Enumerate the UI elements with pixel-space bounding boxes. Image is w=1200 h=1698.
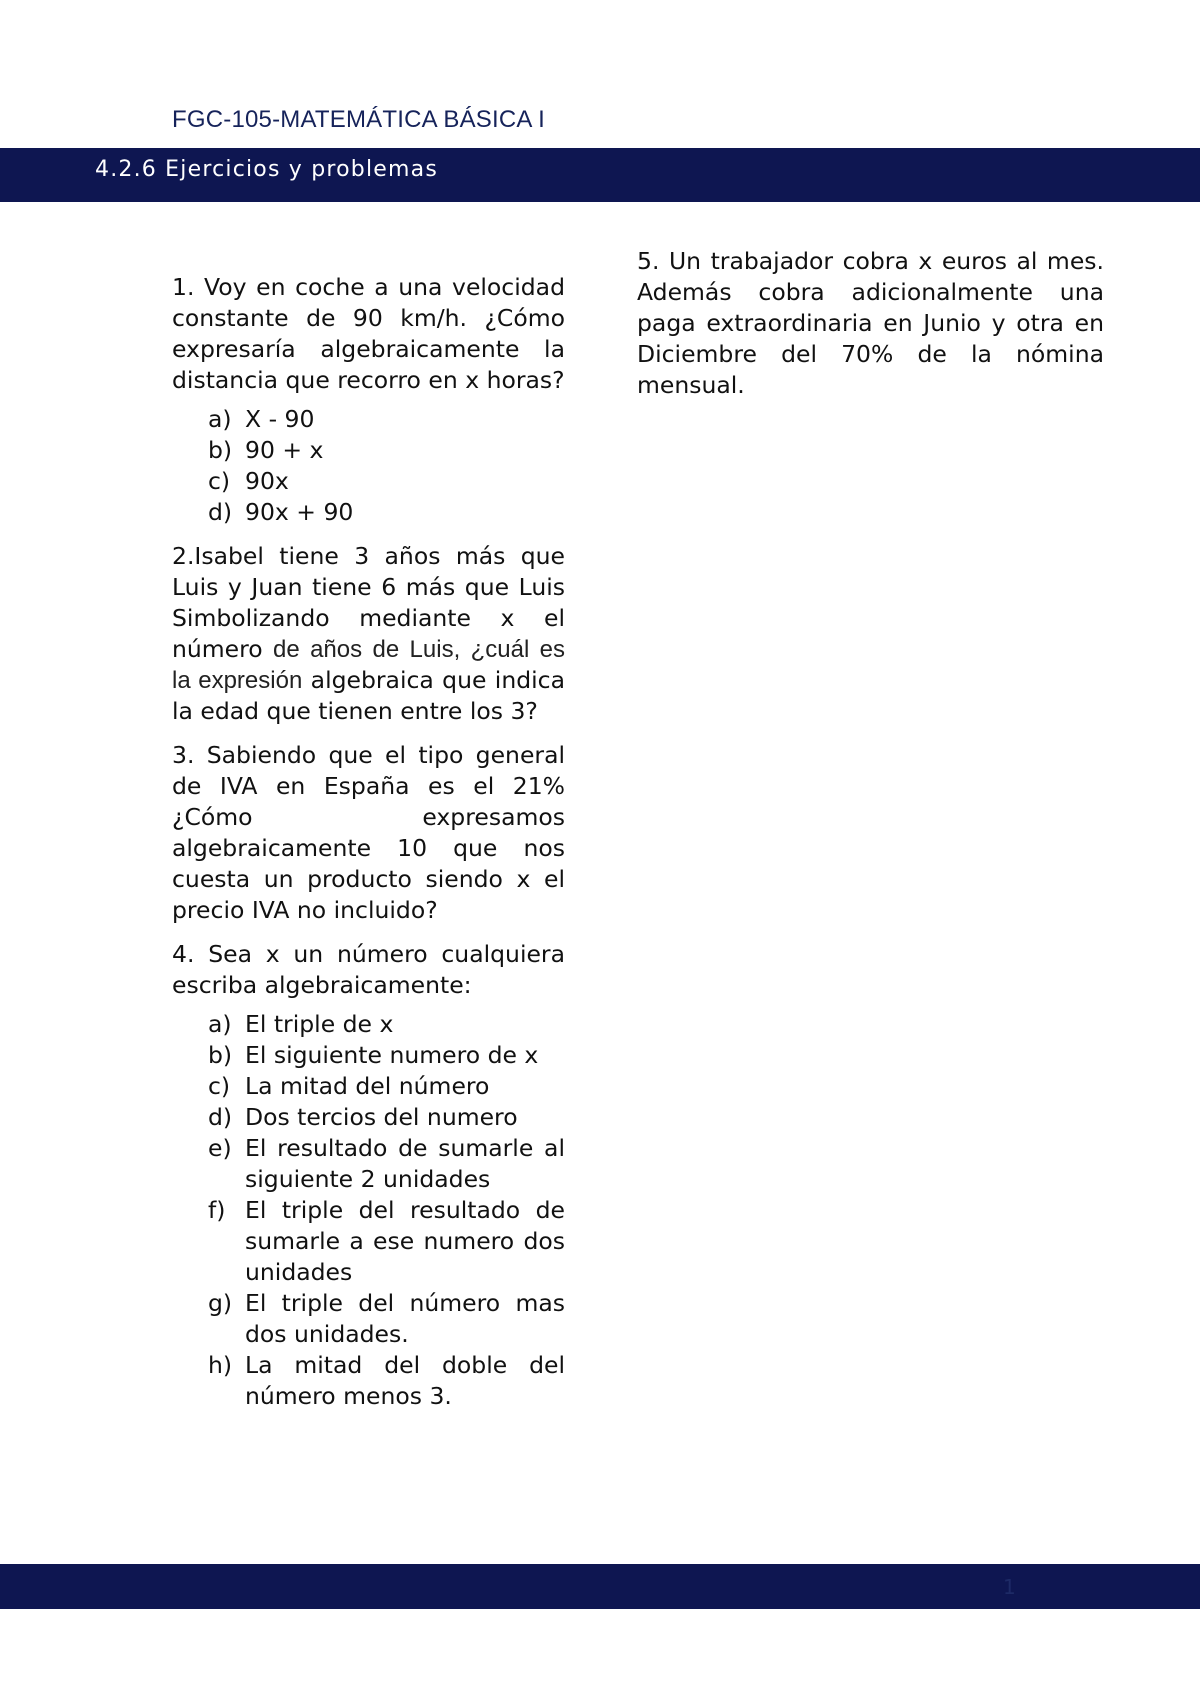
- option-item: d) Dos tercios del numero: [208, 1103, 518, 1131]
- question-4-text: 4. Sea x un número cualquiera escriba algebraicamente:: [172, 940, 565, 999]
- question-1: [172, 272, 565, 528]
- question-1-options: [172, 404, 565, 528]
- option-item: a) El triple de x: [208, 1010, 394, 1038]
- option-item: f) El triple del resultado de sumarle a ese numero dos unidades: [208, 1196, 565, 1286]
- question-5: [637, 246, 1104, 401]
- question-4: [172, 939, 565, 1412]
- question-2: [172, 541, 565, 727]
- question-4-options: [172, 1009, 565, 1412]
- right-column: [637, 246, 1104, 414]
- option-item: b) El siguiente numero de x: [208, 1041, 539, 1069]
- question-3: [172, 740, 565, 926]
- option-item: h) La mitad del doble del número menos 3.: [208, 1351, 565, 1410]
- footer-bar: [0, 1564, 1200, 1609]
- option-item: c) 90x: [208, 467, 289, 495]
- question-5-text: 5. Un trabajador cobra x euros al mes. Además cobra adicionalmente una paga extraordinaria en Junio y otra en Diciembre del 70% de la nómina mensual.: [637, 247, 1104, 399]
- option-item: e) El resultado de sumarle al siguiente 2 unidades: [208, 1134, 565, 1193]
- option-item: d) 90x + 90: [208, 498, 354, 526]
- left-column: [172, 272, 565, 1425]
- option-item: c) La mitad del número: [208, 1072, 490, 1100]
- question-1-text: 1. Voy en coche a una velocidad constante de 90 km/h. ¿Cómo expresaría algebraicamente la distancia que recorro en x horas?: [172, 273, 565, 394]
- question-2-text: 2.Isabel tiene 3 años más que Luis y Juan tiene 6 más que Luis Simbolizando mediante x el número de años de Luis, ¿cuál es la expresión algebraica que indica la edad que tienen entre los 3?: [172, 542, 565, 725]
- page-number: 1: [1003, 1575, 1016, 1599]
- option-item: g) El triple del número mas dos unidades.: [208, 1289, 565, 1348]
- course-title: FGC-105-MATEMÁTICA BÁSICA I: [172, 106, 546, 133]
- section-title: 4.2.6 Ejercicios y problemas: [95, 157, 438, 182]
- option-item: b) 90 + x: [208, 436, 324, 464]
- question-3-text: 3. Sabiendo que el tipo general de IVA en España es el 21% ¿Cómo expresamos algebraicamente 10 que nos cuesta un producto siendo x el precio IVA no incluido?: [172, 741, 565, 924]
- option-item: a) X - 90: [208, 405, 315, 433]
